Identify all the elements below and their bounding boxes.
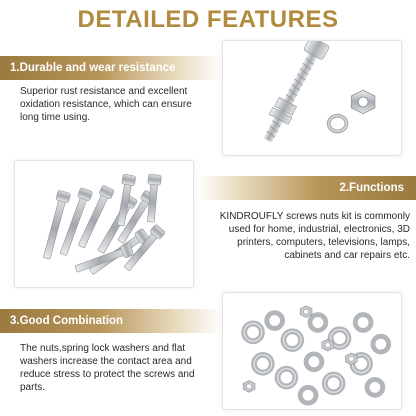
text-line: KINDROUFLY screws nuts kit is commonly [219, 211, 410, 222]
text-line: long time using. [20, 112, 91, 123]
nuts-washers-image [223, 293, 401, 409]
section-1-text [20, 85, 220, 124]
section-2-heading: 2.Functions [196, 176, 416, 200]
text-line: parts. [20, 382, 46, 393]
section-3-heading: 3.Good Combination [0, 309, 222, 333]
section-3-text [20, 342, 224, 394]
text-line: washers increase the contact area and [20, 356, 192, 367]
photo-screw-nut-washer [222, 40, 402, 156]
section-1-heading: 1.Durable and wear resistance [0, 56, 222, 80]
text-line: cabinets and car repairs etc. [284, 250, 410, 261]
text-line: reduce stress to protect the screws and [20, 369, 195, 380]
text-line: printers, computers, televisions, lamps, [237, 237, 410, 248]
screws-pile-image [15, 161, 193, 287]
text-line: used for home, industrial, electronics, 3D [228, 224, 410, 235]
text-line: Superior rust resistance and excellent [20, 86, 188, 97]
page-title: DETAILED FEATURES [77, 6, 339, 33]
text-line: The nuts,spring lock washers and flat [20, 343, 186, 354]
photo-nuts-washers [222, 292, 402, 410]
section-2-text [190, 210, 410, 262]
photo-screws-pile [14, 160, 194, 288]
text-line: oxidation resistance, which can ensure [20, 99, 192, 110]
screw-assembly-image [223, 41, 401, 155]
